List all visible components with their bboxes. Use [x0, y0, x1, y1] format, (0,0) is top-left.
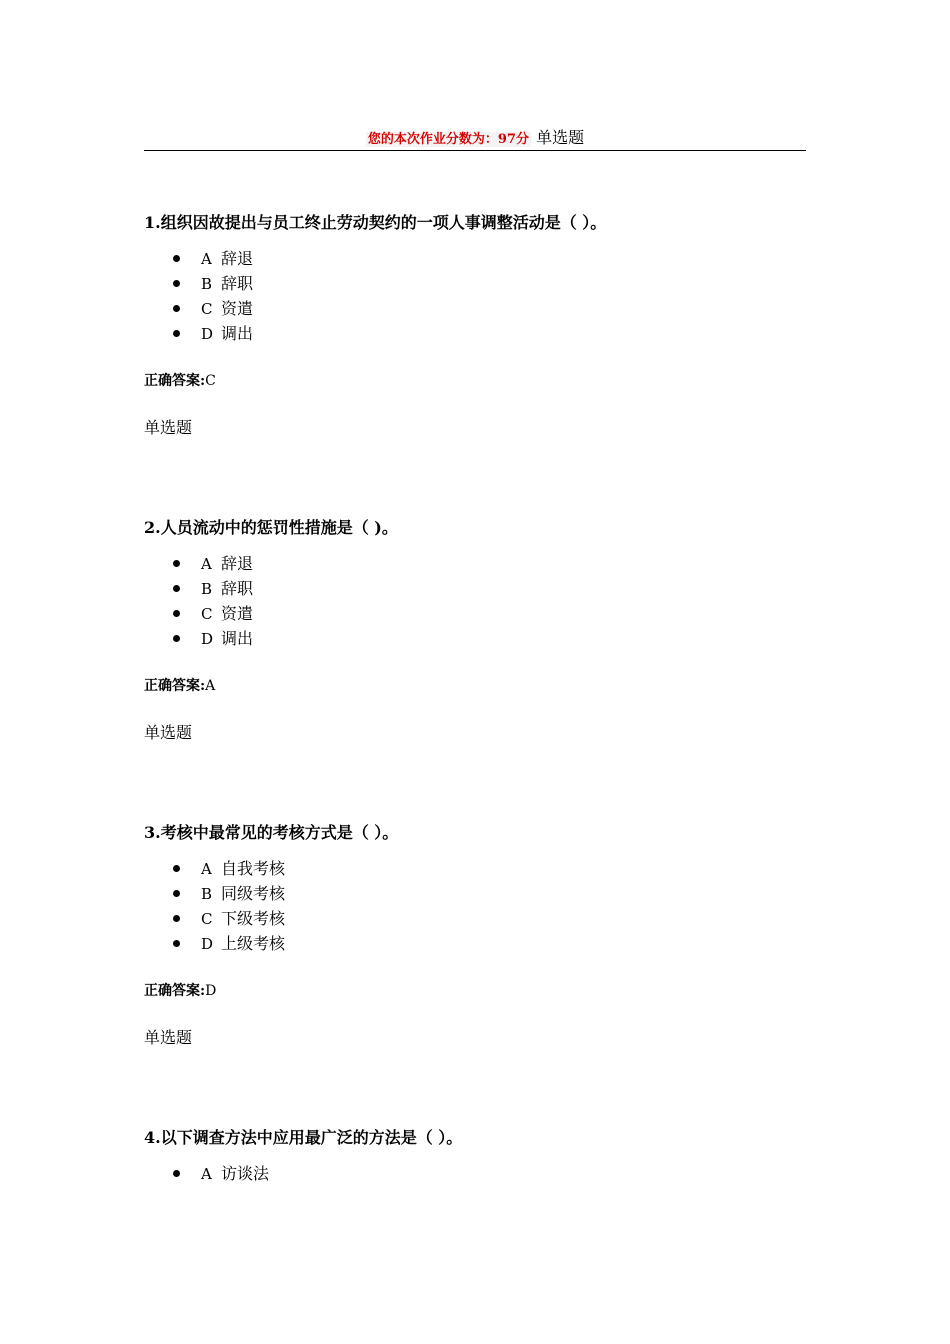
question-title: 1.组织因故提出与员工终止劳动契约的一项人事调整活动是（ ）。 — [144, 213, 607, 232]
option-letter: A — [201, 250, 212, 268]
bullet-icon — [173, 865, 180, 872]
answer-label: 正确答案: — [144, 678, 206, 694]
option-text: 辞退 — [221, 249, 254, 268]
option-letter: B — [201, 580, 213, 598]
question-title: 3.考核中最常见的考核方式是（ ）。 — [144, 823, 399, 842]
option-text: 调出 — [221, 629, 254, 648]
answer-label: 正确答案: — [144, 983, 206, 999]
option-c — [144, 296, 253, 321]
option-text: 下级考核 — [221, 909, 286, 928]
option-a — [144, 1161, 269, 1186]
option-d — [144, 626, 253, 651]
bullet-icon — [173, 940, 180, 947]
answer-value: C — [205, 373, 216, 389]
option-letter: A — [201, 555, 212, 573]
option-a — [144, 551, 253, 576]
bullet-icon — [173, 255, 180, 262]
question-type-label: 单选题 — [144, 418, 193, 437]
answer-value: A — [205, 678, 216, 694]
option-text: 资遣 — [221, 604, 254, 623]
bullet-icon — [173, 280, 180, 287]
option-b — [144, 271, 253, 296]
correct-answer — [144, 675, 215, 695]
option-list — [144, 551, 253, 651]
option-text: 调出 — [221, 324, 254, 343]
option-text: 自我考核 — [221, 859, 286, 878]
option-letter: D — [201, 325, 214, 343]
option-letter: A — [201, 860, 212, 878]
option-a — [144, 856, 285, 881]
option-list — [144, 1161, 269, 1186]
option-letter: C — [201, 300, 213, 318]
option-text: 辞职 — [221, 579, 254, 598]
bullet-icon — [173, 635, 180, 642]
answer-value: D — [205, 983, 217, 999]
option-text: 访谈法 — [221, 1164, 270, 1183]
bullet-icon — [173, 1170, 180, 1177]
option-b — [144, 881, 285, 906]
option-text: 辞退 — [221, 554, 254, 573]
question-title: 2.人员流动中的惩罚性措施是（ )。 — [144, 518, 398, 537]
option-letter: C — [201, 605, 213, 623]
question-type-label: 单选题 — [536, 128, 585, 147]
page-header — [144, 126, 806, 151]
bullet-icon — [173, 890, 180, 897]
option-letter: D — [201, 935, 214, 953]
bullet-icon — [173, 560, 180, 567]
question-type-label: 单选题 — [144, 1028, 193, 1047]
option-list — [144, 246, 253, 346]
option-d — [144, 931, 285, 956]
option-c — [144, 601, 253, 626]
option-b — [144, 576, 253, 601]
correct-answer — [144, 370, 216, 390]
bullet-icon — [173, 610, 180, 617]
bullet-icon — [173, 915, 180, 922]
option-text: 同级考核 — [221, 884, 286, 903]
option-list — [144, 856, 285, 956]
option-c — [144, 906, 285, 931]
option-letter: A — [201, 1165, 212, 1183]
bullet-icon — [173, 330, 180, 337]
question-title: 4.以下调查方法中应用最广泛的方法是（ ）。 — [144, 1128, 463, 1147]
option-a — [144, 246, 253, 271]
option-letter: B — [201, 275, 213, 293]
option-letter: C — [201, 910, 213, 928]
option-text: 上级考核 — [221, 934, 286, 953]
option-letter: D — [201, 630, 214, 648]
correct-answer — [144, 980, 216, 1000]
answer-label: 正确答案: — [144, 373, 206, 389]
score-text: 您的本次作业分数为：97分 — [367, 132, 529, 147]
bullet-icon — [173, 585, 180, 592]
question-type-label: 单选题 — [144, 723, 193, 742]
bullet-icon — [173, 305, 180, 312]
option-letter: B — [201, 885, 213, 903]
option-text: 资遣 — [221, 299, 254, 318]
option-d — [144, 321, 253, 346]
option-text: 辞职 — [221, 274, 254, 293]
